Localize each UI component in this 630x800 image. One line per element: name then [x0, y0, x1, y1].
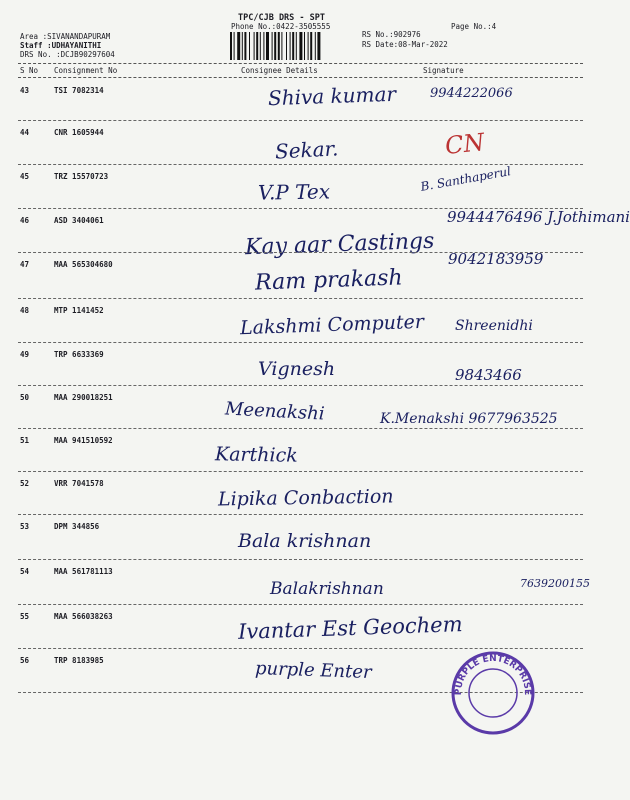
document-title: TPC/CJB DRS - SPT — [238, 13, 325, 23]
serial-number: 52 — [20, 479, 30, 488]
serial-number: 44 — [20, 128, 30, 137]
serial-number: 55 — [20, 612, 30, 621]
consignment-number: TRP 6633369 — [54, 350, 104, 359]
consignment-number: MAA 290018251 — [54, 393, 113, 402]
row-divider — [18, 298, 583, 299]
signature-handwriting: 9042183959 — [448, 250, 544, 268]
serial-number: 56 — [20, 656, 30, 665]
consignment-number: VRR 7041578 — [54, 479, 104, 488]
consignment-number: CNR 1605944 — [54, 128, 104, 137]
consignee-handwriting: Shiva kumar — [267, 81, 397, 111]
signature-handwriting: 7639200155 — [520, 577, 590, 590]
staff-field: Staff :UDHAYANITHI — [20, 41, 102, 50]
signature-handwriting: B. Santhaperul — [419, 164, 512, 194]
row-divider — [18, 342, 583, 343]
serial-number: 43 — [20, 86, 30, 95]
serial-number: 45 — [20, 172, 30, 181]
consignee-handwriting: V.P Tex — [257, 179, 331, 205]
consignee-handwriting: Ivantar Est Geochem — [237, 612, 463, 644]
consignment-number: MTP 1141452 — [54, 306, 104, 315]
col-consignment: Consignment No — [54, 66, 118, 75]
row-divider — [18, 471, 583, 472]
signature-handwriting: 9944222066 — [430, 86, 513, 101]
signature-handwriting: K.Menakshi 9677963525 — [380, 411, 558, 427]
company-stamp — [450, 650, 536, 736]
consignee-handwriting: Kay aar Castings — [244, 228, 435, 261]
consignment-number: TSI 7082314 — [54, 86, 104, 95]
signature-handwriting: 9944476496 J.Jothimani — [447, 208, 630, 226]
serial-number: 46 — [20, 216, 30, 225]
consignment-number: MAA 566038263 — [54, 612, 113, 621]
serial-number: 53 — [20, 522, 30, 531]
consignment-number: MAA 561781113 — [54, 567, 113, 576]
row-divider — [18, 120, 583, 121]
drs-number: DRS No. :DCJB90297604 — [20, 50, 115, 59]
consignee-handwriting: Meenakshi — [224, 398, 326, 425]
col-signature: Signature — [423, 66, 464, 75]
consignment-number: DPM 344856 — [54, 522, 100, 531]
row-divider — [18, 428, 583, 429]
serial-number: 49 — [20, 350, 30, 359]
consignee-handwriting: Vignesh — [258, 358, 336, 380]
row-divider — [18, 164, 583, 165]
consignee-handwriting: Ram prakash — [254, 265, 404, 296]
consignee-handwriting: purple Enter — [254, 657, 372, 684]
consignee-handwriting: Bala krishnan — [238, 530, 372, 552]
signature-handwriting: Shreenidhi — [455, 318, 533, 334]
serial-number: 54 — [20, 567, 30, 576]
svg-text:PURPLE ENTERPRISE — [454, 654, 532, 695]
row-divider — [18, 559, 583, 560]
serial-number: 50 — [20, 393, 30, 402]
consignment-number: MAA 565304680 — [54, 260, 113, 269]
row-divider — [18, 604, 583, 605]
row-divider — [18, 385, 583, 386]
serial-number: 47 — [20, 260, 30, 269]
area-field: Area :SIVANANDAPURAM — [20, 32, 111, 41]
serial-number: 48 — [20, 306, 30, 315]
consignee-handwriting: Sekar. — [274, 136, 339, 164]
consignee-handwriting: Balakrishnan — [270, 579, 384, 599]
consignment-number: ASD 3404061 — [54, 216, 104, 225]
consignee-handwriting: Lakshmi Computer — [239, 310, 425, 340]
signature-handwriting: 9843466 — [455, 366, 522, 384]
col-consignee: Consignee Details — [241, 66, 318, 75]
phone-number: Phone No.:0422-3505555 — [231, 22, 331, 31]
consignment-number: TRZ 15570723 — [54, 172, 109, 181]
col-sno: S No — [20, 66, 39, 75]
consignment-number: TRP 8183985 — [54, 656, 104, 665]
row-divider — [18, 514, 583, 515]
signature-handwriting: CN — [443, 128, 486, 160]
stamp-text: PURPLE ENTERPRISE — [453, 653, 533, 696]
page-number: Page No.:4 — [451, 22, 497, 31]
row-divider — [18, 648, 583, 649]
rs-number: RS No.:902976 — [362, 30, 421, 39]
consignee-handwriting: Lipika Conbaction — [217, 485, 394, 511]
consignee-handwriting: Karthick — [214, 443, 298, 467]
serial-number: 51 — [20, 436, 30, 445]
rs-date: RS Date:08-Mar-2022 — [362, 40, 448, 49]
consignment-number: MAA 941510592 — [54, 436, 113, 445]
